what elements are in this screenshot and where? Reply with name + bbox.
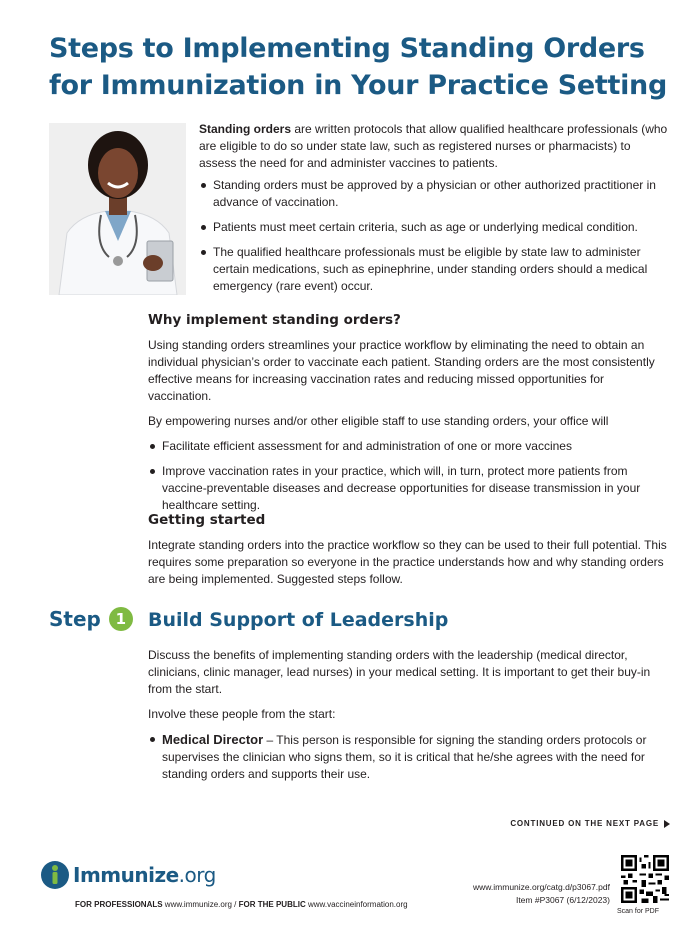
why-section [148,312,668,522]
qr-code-icon[interactable] [621,855,669,903]
list-item: Patients must meet certain criteria, such as age or underlying medical condition. [199,219,669,236]
list-item [148,731,668,783]
continued-text: CONTINUED ON THE NEXT PAGE [510,819,659,828]
list-item: Standing orders must be approved by a physician or other authorized practitioner in advance of vaccination. [199,177,669,211]
continued-notice [510,819,670,828]
intro-paragraph [199,121,669,172]
step-label [49,607,133,631]
page-title: Steps to Implementing Standing Orders for Immunization in Your Practice Setting [49,33,668,101]
medical-director-label: Medical Director [162,732,264,747]
list-item: Improve vaccination rates in your practice, which will, in turn, protect more patients from vaccine-preventable diseases and decrease opportunities for disease transmission in your healthcare setting. [148,463,668,514]
public-label: FOR THE PUBLIC [238,900,306,909]
pro-url-link[interactable]: www.immunize.org [164,900,232,909]
step1-paragraph-2: Involve these people from the start: [148,707,336,721]
immunize-logo[interactable] [40,860,216,890]
medical-director-text: – This person is responsible for signing the standing orders protocols or supervises the clinician who signs them, so it is critical that he/she agrees with the need for standing orders and supports their use. [162,733,647,781]
why-paragraph-2: By empowering nurses and/or other eligible staff to use standing orders, your office will [148,414,609,428]
footer-links [75,900,408,909]
list-item: Facilitate efficient assessment for and administration of one or more vaccines [148,438,668,455]
list-item: The qualified healthcare professionals must be eligible by state law to administer certain medications, such as epinephrine, under standing orders should a medical emergency (rare event) occur. [199,244,669,295]
intro-section [199,121,669,303]
footer-separator: / [234,900,237,909]
step1-paragraph-1: Discuss the benefits of implementing standing orders with the leadership (medical director, clinicians, clinic manager, lead nurses) in your medical setting. It is important to get their buy-in from the start. [148,648,651,696]
logo-org: .org [178,863,216,887]
step-word: Step [49,607,101,631]
arrow-right-icon [664,820,670,828]
intro-bullet-list [199,177,669,295]
doctor-photo [49,123,186,295]
getting-started-section [148,512,668,596]
public-url-link[interactable]: www.vaccineinformation.org [307,900,408,909]
step-number-badge: 1 [109,607,133,631]
scan-for-pdf-label: Scan for PDF [617,908,660,915]
why-paragraph-1: Using standing orders streamlines your practice workflow by eliminating the need to obtain an individual physician’s order to vaccinate each patient. Standing orders are the most consistently effective means for increasing vaccination rates and reducing missed opportunities for vaccination. [148,338,655,403]
step-title: Build Support of Leadership [148,609,449,631]
intro-lead-bold: Standing orders [199,122,292,136]
step1-section [148,647,668,791]
item-number: Item #P3067 (6/12/2023) [515,895,610,905]
logo-wordmark [73,863,216,887]
immunize-logo-icon [40,860,70,890]
intro-lead-text: are written protocols that allow qualified healthcare professionals (who are eligible to do so under state law, such as registered nurses or pharmacists) to assess the need for and administer vaccines to patients. [199,122,668,170]
why-heading: Why implement standing orders? [148,312,401,328]
step1-bullet-list [148,731,668,783]
getting-started-paragraph: Integrate standing orders into the practice workflow so they can be used to their full potential. This requires some preparation so everyone in the practice understands how and why standing orders are being implemented. Suggested steps follow. [148,538,667,586]
pro-label: FOR PROFESSIONALS [75,900,163,909]
footer-pdf-info [473,881,610,907]
pdf-url-link[interactable]: www.immunize.org/catg.d/p3067.pdf [472,882,610,892]
getting-started-heading: Getting started [148,512,266,528]
logo-main: Immunize [73,863,179,887]
why-bullet-list [148,438,668,514]
